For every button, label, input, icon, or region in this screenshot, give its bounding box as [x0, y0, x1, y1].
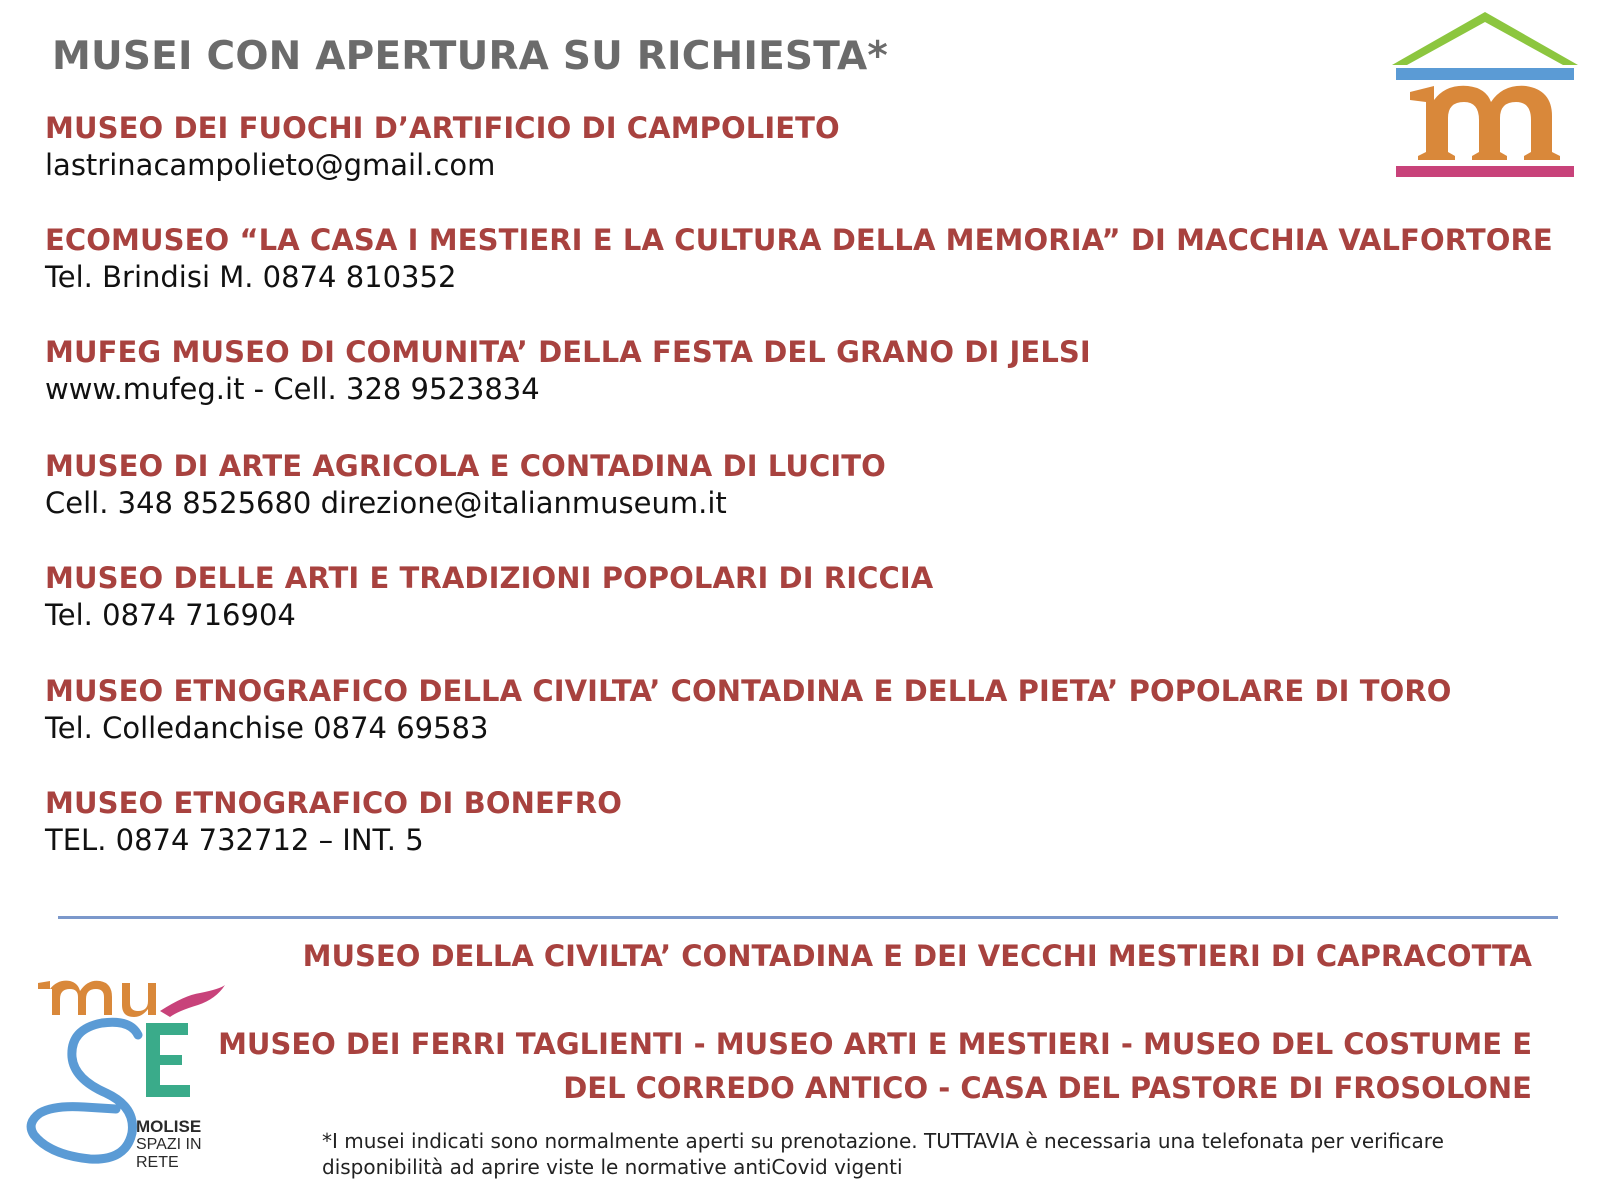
- museum-contact[interactable]: Tel. Brindisi M. 0874 810352: [45, 260, 457, 294]
- museum-name: MUSEO ETNOGRAFICO DELLA CIVILTA’ CONTADINA E DELLA PIETA’ POPOLARE DI TORO: [45, 674, 1452, 708]
- museum-name: MUSEO ETNOGRAFICO DI BONEFRO: [45, 786, 622, 820]
- museum-name: MUSEO DEI FUOCHI D’ARTIFICIO DI CAMPOLIETO: [45, 111, 840, 145]
- muse-logo-caption: [136, 1118, 202, 1172]
- list-item: [45, 560, 933, 634]
- museum-name: MUSEO DELLE ARTI E TRADIZIONI POPOLARI DI RICCIA: [45, 561, 934, 595]
- frosolone-museums: [218, 1022, 1532, 1110]
- muse-logo-icon: [20, 975, 240, 1185]
- muse-caption-line-3: RETE: [136, 1154, 179, 1171]
- footnote: [322, 1128, 1522, 1180]
- museum-contact[interactable]: Tel. Colledanchise 0874 69583: [45, 711, 489, 745]
- list-item: [45, 222, 1553, 296]
- museum-contact[interactable]: Tel. 0874 716904: [45, 598, 296, 632]
- frosolone-line-1: MUSEO DEI FERRI TAGLIENTI - MUSEO ARTI E MESTIERI - MUSEO DEL COSTUME E: [218, 1027, 1532, 1061]
- museum-name: MUFEG MUSEO DI COMUNITA’ DELLA FESTA DEL GRANO DI JELSI: [45, 335, 1091, 369]
- museum-contact[interactable]: lastrinacampolieto@gmail.com: [45, 148, 496, 182]
- museum-contact[interactable]: www.mufeg.it - Cell. 328 9523834: [45, 372, 540, 406]
- museum-contact[interactable]: Cell. 348 8525680 direzione@italianmuseum.it: [45, 486, 727, 520]
- list-item: [45, 334, 1091, 408]
- museum-name: ECOMUSEO “LA CASA I MESTIERI E LA CULTURA DELLA MEMORIA” DI MACCHIA VALFORTORE: [45, 223, 1553, 257]
- muse-caption-line-2: SPAZI IN: [136, 1136, 202, 1153]
- museum-m-logo-icon: [1390, 10, 1580, 180]
- list-item: [45, 785, 622, 859]
- section-divider: [58, 916, 1558, 919]
- list-item: [45, 673, 1452, 747]
- list-item: [45, 110, 840, 184]
- capracotta-museum: MUSEO DELLA CIVILTA’ CONTADINA E DEI VECCHI MESTIERI DI CAPRACOTTA: [302, 939, 1532, 973]
- footnote-line-1: *I musei indicati sono normalmente aperti su prenotazione. TUTTAVIA è necessaria una telefonata per verificare: [322, 1129, 1444, 1153]
- museum-contact[interactable]: TEL. 0874 732712 – INT. 5: [45, 823, 424, 857]
- list-item: [45, 448, 886, 522]
- museum-name: MUSEO DI ARTE AGRICOLA E CONTADINA DI LUCITO: [45, 449, 886, 483]
- page-title: MUSEI CON APERTURA SU RICHIESTA*: [52, 34, 888, 79]
- muse-caption-line-1: MOLISE: [136, 1117, 202, 1136]
- frosolone-line-2: DEL CORREDO ANTICO - CASA DEL PASTORE DI FROSOLONE: [563, 1071, 1532, 1105]
- footnote-line-2: disponibilità ad aprire viste le normative antiCovid vigenti: [322, 1155, 903, 1179]
